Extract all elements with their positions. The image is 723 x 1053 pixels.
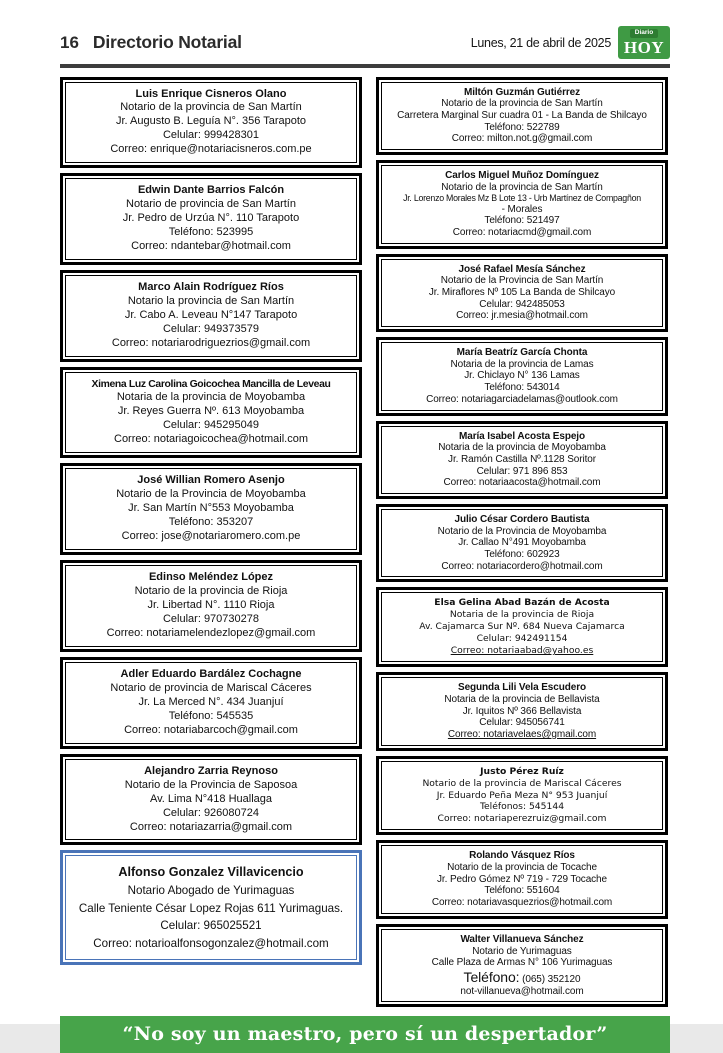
notary-line: Celular: 999428301 [162, 129, 260, 142]
notary-name: Elsa Gelina Abad Bazán de Acosta [434, 597, 610, 609]
notary-card-inner [65, 468, 357, 550]
notary-card [376, 672, 668, 750]
phone-label: Teléfono: [463, 968, 520, 985]
notary-line: Notario de la Provincia de Moyobamba [437, 525, 607, 537]
notary-card [60, 270, 362, 362]
notary-name: Segunda Lili Vela Escudero [458, 682, 586, 694]
notary-line: Teléfono: 602923 [484, 549, 560, 561]
notary-name: Carlos Miguel Muñoz Domínguez [445, 169, 599, 181]
notary-name: Edwin Dante Barrios Falcón [137, 184, 285, 197]
notary-line: Correo: notariavelaes@gmail.com [447, 728, 597, 740]
notary-card-inner [381, 82, 663, 150]
notary-card-inner [381, 342, 663, 410]
notary-line: Notario de provincia de Mariscal Cáceres [110, 681, 312, 694]
notary-line: Celular: 965025521 [160, 919, 262, 933]
notary-card [376, 77, 668, 155]
notary-name: Alfonso Gonzalez Villavicencio [118, 865, 304, 880]
notary-name: Adler Eduardo Bardález Cochagne [120, 667, 302, 680]
notary-line: Correo: notariacmd@gmail.com [452, 226, 592, 238]
notary-line: Carretera Marginal Sur cuadra 01 - La Banda de Shilcayo [397, 109, 647, 121]
notary-line: Celular: 926080724 [162, 806, 260, 819]
notary-name: Julio César Cordero Bautista [454, 513, 590, 525]
notary-line: Notaria de la provincia de Rioja [449, 609, 595, 621]
notary-card-inner [381, 592, 663, 662]
notary-line: Celular: 942491154 [476, 633, 568, 645]
notary-line: Teléfono: 353207 [168, 516, 254, 529]
notary-line: Notario de Yurimaguas [472, 945, 572, 957]
notary-line: Correo: milton.not.g@gmail.com [451, 133, 593, 145]
phone-value: (065) 352120 [519, 973, 581, 985]
notary-line: Correo: enrique@notariacisneros.com.pe [110, 143, 312, 156]
notary-card [60, 850, 362, 964]
header-title-group [60, 32, 242, 53]
notary-line: Teléfono: 545535 [168, 709, 254, 722]
notary-name: María Beatríz García Chonta [456, 347, 588, 359]
notary-line: Correo: notariabarcoch@gmail.com [124, 723, 298, 736]
notary-line: Correo: jose@notariaromero.com.pe [121, 529, 301, 542]
notary-card [60, 173, 362, 265]
notary-name: Marco Alain Rodríguez Ríos [138, 281, 284, 294]
page-header [60, 26, 670, 59]
notary-line: - Morales [501, 203, 543, 215]
diario-hoy-logo [618, 26, 670, 59]
notary-line: Jr. Cabo A. Leveau N°147 Tarapoto [124, 309, 298, 322]
notary-line: Calle Teniente César Lopez Rojas 611 Yurimaguas. [78, 901, 344, 915]
date-text: Lunes, 21 de abril de 2025 [470, 35, 611, 50]
notary-line: Teléfonos: 545144 [479, 801, 565, 813]
directory-columns [60, 77, 670, 1008]
notary-card-inner [65, 565, 357, 647]
notary-name: Luis Enrique Cisneros Olano [135, 87, 287, 100]
notary-line: Jr. La Merced N°. 434 Juanjuí [138, 695, 284, 708]
notary-card-inner [381, 845, 663, 913]
notary-line: not-villanueva@hotmail.com [460, 985, 584, 997]
notary-card [376, 840, 668, 918]
notary-line: Celular: 970730278 [162, 612, 260, 625]
notary-card-inner [381, 929, 663, 1002]
notary-line: Jr. Eduardo Peña Meza N° 953 Juanjuí [436, 789, 608, 801]
notary-line: Jr. San Martín N°553 Moyobamba [128, 502, 294, 515]
notary-line: Correo: notariamelendezlopez@gmail.com [106, 626, 316, 639]
notary-line: Jr. Chiclayo N° 136 Lamas [464, 370, 580, 382]
page-content [60, 26, 670, 1053]
notary-line: Correo: notariarodriguezrios@gmail.com [111, 337, 311, 350]
notary-card-inner [381, 165, 663, 244]
notary-name: Miltón Guzmán Gutiérrez [463, 86, 581, 98]
notary-card-inner [381, 761, 663, 831]
page-number: 16 [60, 33, 79, 52]
notary-card-inner [65, 178, 357, 260]
notary-card [376, 160, 668, 249]
notary-card [60, 754, 362, 846]
notary-line: Calle Plaza de Armas N° 106 Yurimaguas [431, 957, 613, 969]
notary-line: Teléfono: 523995 [168, 226, 254, 239]
notary-line: Jr. Iquitos Nº 366 Bellavista [462, 705, 582, 717]
quote-text: “No soy un maestro, pero sí un despertador” [122, 1023, 608, 1046]
notary-line: Teléfono: 521497 [484, 215, 560, 227]
notary-line: Notario de la provincia de Tocache [447, 862, 597, 874]
notary-line: Correo: notariagarciadelamas@outlook.com [426, 393, 618, 405]
notary-card-inner [381, 259, 663, 327]
notary-line: Celular: 971 896 853 [476, 465, 568, 477]
notary-name: Ximena Luz Carolina Goicochea Mancilla de Leveau [91, 379, 331, 391]
notary-line: Notaria de la provincia de Moyobamba [116, 391, 306, 404]
notary-card-inner [381, 426, 663, 494]
notary-line: Jr. Lorenzo Morales Mz B Lote 13 - Urb Martínez de Compagñon [403, 193, 641, 204]
notary-line: Notario de la provincia de San Martín [441, 181, 603, 193]
notary-name: José Rafael Mesía Sánchez [458, 263, 586, 275]
notary-name: María Isabel Acosta Espejo [459, 430, 585, 442]
header-date-group [471, 26, 670, 59]
notary-line: Correo: ndantebar@hotmail.com [131, 240, 291, 253]
notary-line: Notario de la provincia de Rioja [134, 584, 288, 597]
notary-line: Notario de la provincia de San Martín [441, 98, 603, 110]
notary-card-inner [381, 509, 663, 577]
notary-name: Rolando Vásquez Ríos [469, 850, 575, 862]
notary-card [376, 756, 668, 836]
notary-line: Correo: notarioalfonsogonzalez@hotmail.com [93, 936, 329, 950]
notary-card [376, 337, 668, 415]
notary-line: Jr. Libertad N°. 1110 Rioja [147, 598, 275, 611]
notary-line: Notario de la Provincia de Saposoa [124, 778, 298, 791]
notary-card [60, 463, 362, 555]
notary-line: Correo: notariaperezruiz@gmail.com [437, 813, 607, 825]
notary-card-inner [65, 372, 357, 453]
notary-line: Correo: notariavasquezrios@hotmail.com [431, 897, 613, 909]
notary-line: Jr. Augusto B. Leguía N°. 356 Tarapoto [115, 115, 307, 128]
notary-line: Notario de provincia de San Martín [126, 198, 296, 211]
page-title: Directorio Notarial [92, 32, 242, 52]
notary-line: Notario de la provincia de Mariscal Cáceres [422, 777, 622, 789]
notary-line: Notaria de la provincia de Moyobamba [438, 442, 606, 454]
notary-line: Jr. Reyes Guerra Nº. 613 Moyobamba [117, 405, 305, 418]
notary-line: Celular: 942485053 [479, 298, 565, 310]
notary-card [60, 560, 362, 652]
notary-line: Jr. Callao N°491 Moyobamba [458, 537, 586, 549]
notary-line: Correo: notariazarria@gmail.com [129, 820, 293, 833]
notary-line: Notaria de la provincia de Bellavista [444, 693, 600, 705]
notary-name: Justo Pérez Ruíz [480, 765, 564, 777]
notary-line: Teléfono: 543014 [484, 382, 560, 394]
notary-line: Celular: 949373579 [162, 323, 260, 336]
notary-line: Correo: notariaabad@yahoo.es [450, 645, 594, 657]
notary-card [376, 504, 668, 582]
notary-card-inner [65, 855, 357, 959]
notary-card [376, 587, 668, 667]
notary-card-inner [381, 677, 663, 745]
notary-name: Walter Villanueva Sánchez [460, 933, 584, 945]
notary-card-inner [65, 275, 357, 357]
notary-line [384, 969, 660, 986]
logo-hoy-label: HOY [623, 37, 665, 57]
notary-card-inner [65, 759, 357, 841]
notary-card [376, 254, 668, 332]
logo-diario-label: Diario [630, 29, 658, 38]
notary-line: Notario de la Provincia de Moyobamba [116, 488, 306, 501]
left-column [60, 77, 362, 965]
notary-line: Correo: notariacordero@hotmail.com [441, 560, 603, 572]
notary-line: Notario de la provincia de San Martín [120, 101, 302, 114]
notary-line: Teléfono: 551604 [484, 885, 560, 897]
notary-line: Jr. Pedro de Urzúa N°. 110 Tarapoto [122, 212, 300, 225]
notary-card [376, 924, 668, 1007]
notary-line: Notario Abogado de Yurimaguas [127, 884, 295, 898]
notary-line: Jr. Ramón Castilla Nº.1128 Soritor [448, 453, 596, 465]
notary-line: Notaria de la provincia de Lamas [450, 358, 594, 370]
notary-line: Correo: jr.mesia@hotmail.com [456, 310, 588, 322]
notary-card [60, 657, 362, 749]
notary-line: Correo: notariaacosta@hotmail.com [443, 477, 601, 489]
notary-card [60, 367, 362, 458]
notary-line: Av. Cajamarca Sur Nº. 684 Nueva Cajamarca [419, 621, 625, 633]
notary-line: Teléfono: 522789 [484, 121, 560, 133]
notary-line: Celular: 945295049 [162, 419, 260, 432]
notary-line: Notario de la Provincia de San Martín [440, 275, 604, 287]
header-divider [60, 64, 670, 68]
notary-card [376, 421, 668, 499]
quote-banner [60, 1016, 670, 1053]
notary-card [60, 77, 362, 169]
notary-line: Jr. Pedro Gómez Nº 719 - 729 Tocache [437, 873, 607, 885]
notary-name: Edinso Meléndez López [148, 570, 274, 583]
notary-card-inner [65, 662, 357, 744]
notary-name: José Willian Romero Asenjo [137, 474, 285, 487]
notary-line: Notario la provincia de San Martín [127, 295, 295, 308]
notary-card-inner [65, 82, 357, 164]
notary-line: Celular: 945056741 [479, 717, 565, 729]
notary-line: Jr. Miraflores Nº 105 La Banda de Shilcayo [428, 287, 616, 299]
right-column [376, 77, 668, 1008]
notary-line: Correo: notariagoicochea@hotmail.com [114, 433, 308, 446]
notary-line: Av. Lima N°418 Huallaga [149, 792, 272, 805]
notary-name: Alejandro Zarria Reynoso [144, 764, 278, 777]
